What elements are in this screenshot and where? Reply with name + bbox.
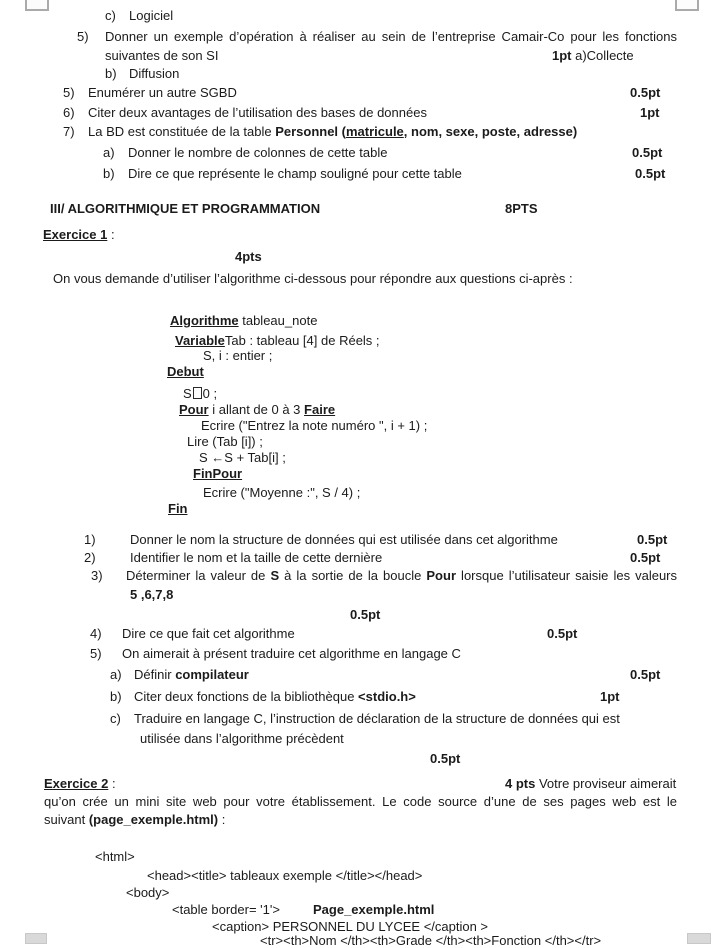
item-marker: b) — [103, 166, 115, 181]
algo-begin — [0, 364, 720, 379]
points-value: 0.5pt — [350, 607, 381, 622]
question-5-operation-line1 — [0, 29, 720, 44]
points-value: 1pt — [600, 689, 620, 704]
item-marker: b) — [110, 689, 122, 704]
exercice-label-bold: Exercice 1 — [43, 227, 108, 242]
points-value: 1pt — [640, 105, 660, 120]
q5b-bold: <stdio.h> — [358, 689, 416, 704]
question-7b — [0, 166, 720, 181]
q5a-bold: compilateur — [175, 667, 249, 682]
for-statement — [179, 402, 335, 417]
points-value: 0.5pt — [632, 145, 663, 160]
colon: : — [108, 776, 116, 791]
item-marker: a) — [110, 667, 122, 682]
question-text: suivantes de son SI — [105, 48, 219, 63]
read-statement: Lire (Tab [i]) ; — [187, 434, 263, 449]
item-marker: a) — [103, 145, 115, 160]
line3-pre: suivant — [44, 812, 89, 827]
q3-seg2: à la sortie de la boucle — [279, 568, 427, 583]
filename-bold: (page_exemple.html) — [88, 812, 219, 827]
exercice-1-intro — [0, 271, 720, 286]
algo-variable-line — [0, 333, 720, 348]
item-marker: 7) — [63, 124, 75, 139]
section-points: 8PTS — [505, 201, 538, 216]
ex1-question-5 — [0, 646, 720, 661]
sum-statement: S ←S + Tab[i] ; — [199, 450, 286, 465]
keyword-finpour: FinPour — [193, 466, 243, 481]
variable-declaration: Tab : tableau [4] de Réels ; — [224, 333, 380, 348]
ex1-question-4 — [0, 626, 720, 641]
question-text: Citer deux avantages de l’utilisation des bases de données — [88, 105, 427, 120]
ex1-question-2 — [0, 550, 720, 565]
intro-right-text: Votre proviseur aimerait — [535, 776, 677, 791]
algo-header-text — [170, 313, 317, 328]
question-5-operation-line2 — [0, 48, 720, 63]
ex1-question-5b — [0, 689, 720, 704]
init-statement — [183, 386, 217, 401]
algo-read — [0, 434, 720, 449]
page-filename-label: Page_exemple.html — [313, 902, 435, 917]
q5b-seg1: Citer deux fonctions de la bibliothèque — [134, 689, 359, 704]
exercice-label — [44, 776, 116, 791]
ex1-question-5c-points — [0, 751, 720, 766]
code-text: <head><title> tableaux exemple </title></head> — [147, 868, 423, 883]
write-statement: Ecrire ("Entrez la note numéro ", i + 1) ; — [201, 418, 428, 433]
algo-write2 — [0, 485, 720, 500]
algo-variable-text — [175, 333, 380, 348]
item-marker: 4) — [90, 626, 102, 641]
points-value: 0.5pt — [630, 667, 661, 682]
question-7-table-personnel — [0, 124, 720, 139]
code-line-body — [0, 885, 720, 900]
keyword-variable: Variable — [175, 333, 225, 348]
missing-glyph-box — [193, 387, 202, 399]
init-post: 0 ; — [202, 386, 218, 401]
for-range: i allant de 0 à 3 — [208, 402, 305, 417]
section-title: III/ ALGORITHMIQUE ET PROGRAMMATION — [50, 201, 321, 216]
ex1-question-1 — [0, 532, 720, 547]
ex1-question-5c-line1 — [0, 711, 720, 726]
q3-seg1: Déterminer la valeur de — [126, 568, 271, 583]
exercice-2-heading — [0, 776, 720, 791]
question-text: Donner le nombre de colonnes de cette table — [128, 145, 388, 160]
question-text: On aimerait à présent traduire cet algorithme en langage C — [122, 646, 461, 661]
table-fields-bold: , nom, sexe, poste, adresse) — [403, 124, 578, 139]
keyword-algorithme: Algorithme — [170, 313, 239, 328]
q3-seg3: lorsque l’utilisateur saisie les valeurs — [456, 568, 678, 583]
exercice-label-bold: Exercice 2 — [44, 776, 109, 791]
points-and-answer — [552, 48, 634, 63]
primary-key-underlined: matricule — [345, 124, 404, 139]
item-text: Logiciel — [129, 8, 174, 23]
question-6-avantages — [0, 105, 720, 120]
item-marker: 5) — [63, 85, 75, 100]
code-line-html — [0, 849, 720, 864]
keyword-debut: Debut — [167, 364, 204, 379]
points-value: 0.5pt — [630, 85, 661, 100]
points-value: 1pt — [552, 48, 572, 63]
question-text — [134, 667, 249, 682]
item-marker: 5) — [77, 29, 89, 44]
text-normal: La BD est constituée de la table — [88, 124, 276, 139]
keyword-faire: Faire — [304, 402, 336, 417]
list-item-c-logiciel — [0, 8, 720, 23]
item-marker: c) — [110, 711, 121, 726]
points-value: 0.5pt — [430, 751, 461, 766]
code-text: <table border= '1'> — [172, 902, 280, 917]
points-value: 0.5pt — [635, 166, 666, 181]
item-marker: 2) — [84, 550, 96, 565]
item-text: Diffusion — [129, 66, 180, 81]
question-text — [134, 689, 416, 704]
code-line-tr-th — [0, 933, 720, 948]
algo-for-line — [0, 402, 720, 417]
question-5-sgbd — [0, 85, 720, 100]
question-text: Dire ce que fait cet algorithme — [122, 626, 295, 641]
ex1-question-3-line1 — [0, 568, 720, 583]
algo-sum — [0, 450, 720, 465]
question-7a — [0, 145, 720, 160]
ex1-question-3-values — [0, 587, 720, 602]
section-3-heading — [0, 201, 720, 216]
question-text: Donner le nom la structure de données qui est utilisée dans cet algorithme — [130, 532, 558, 547]
exercice-1-heading — [0, 227, 720, 242]
paragraph-text — [44, 812, 225, 827]
question-text: utilisée dans l’algorithme précèdent — [140, 731, 344, 746]
exercice-label — [43, 227, 115, 242]
points-and-intro — [505, 776, 676, 791]
points-value: 0.5pt — [547, 626, 578, 641]
ex1-question-5c-line2 — [0, 731, 720, 746]
code-text: <tr><th>Nom </th><th>Grade </th><th>Fonction </th></tr> — [260, 933, 602, 948]
algo-header — [0, 313, 720, 328]
code-line-head-title — [0, 868, 720, 883]
variable-declaration-2: S, i : entier ; — [203, 348, 273, 363]
points-value: 0.5pt — [637, 532, 668, 547]
points-value: 4 pts — [505, 776, 536, 791]
item-marker: 6) — [63, 105, 75, 120]
points-value: 4pts — [235, 249, 262, 264]
algo-variable-line2 — [0, 348, 720, 363]
input-values: 5 ,6,7,8 — [130, 587, 174, 602]
table-name-bold: Personnel ( — [275, 124, 346, 139]
line3-post: : — [218, 812, 226, 827]
code-line-table — [0, 902, 720, 917]
algo-endfor — [0, 466, 720, 481]
intro-text: On vous demande d’utiliser l’algorithme ci-dessous pour répondre aux questions ci-après : — [53, 271, 573, 286]
question-text: Traduire en langage C, l’instruction de déclaration de la structure de données qui est — [134, 711, 620, 726]
item-marker: b) — [105, 66, 117, 81]
item-marker: c) — [105, 8, 116, 23]
write-statement-2: Ecrire ("Moyenne :", S / 4) ; — [203, 485, 361, 500]
code-text: <caption> PERSONNEL DU LYCEE </caption > — [212, 919, 489, 934]
exercice-1-points-line — [0, 249, 720, 264]
question-text: Donner un exemple d’opération à réaliser au sein de l’entreprise Camair-Co pour les fonctions — [105, 29, 677, 44]
exercice-2-line3 — [0, 812, 720, 827]
algo-name: tableau_note — [238, 313, 318, 328]
question-text: Enumérer un autre SGBD — [88, 85, 237, 100]
ex1-question-3-points — [0, 607, 720, 622]
keyword-fin: Fin — [168, 501, 188, 516]
keyword-pour: Pour — [179, 402, 209, 417]
exercice-2-line2 — [0, 794, 720, 809]
question-text: Identifier le nom et la taille de cette dernière — [130, 550, 383, 565]
init-pre: S — [183, 386, 192, 401]
code-text: <html> — [95, 849, 135, 864]
points-value: 0.5pt — [630, 550, 661, 565]
code-line-caption — [0, 919, 720, 934]
colon: : — [107, 227, 115, 242]
answer-a-collecte: a)Collecte — [571, 48, 634, 63]
item-marker: 3) — [91, 568, 103, 583]
question-text: Dire ce que représente le champ souligné pour cette table — [128, 166, 462, 181]
algo-end — [0, 501, 720, 516]
item-marker: 1) — [84, 532, 96, 547]
ex1-question-5a — [0, 667, 720, 682]
q5a-seg1: Définir — [134, 667, 176, 682]
code-text: <body> — [126, 885, 170, 900]
algo-write1 — [0, 418, 720, 433]
algo-init-line — [0, 386, 720, 401]
paragraph-text: qu’on crée un mini site web pour votre établissement. Le code source d’une de ses pages web est le — [44, 794, 677, 809]
q3-bold-pour: Pour — [426, 568, 457, 583]
question-text — [126, 568, 677, 583]
q3-bold-s: S — [270, 568, 280, 583]
item-marker: 5) — [90, 646, 102, 661]
question-text — [88, 124, 577, 139]
list-item-b-diffusion — [0, 66, 720, 81]
